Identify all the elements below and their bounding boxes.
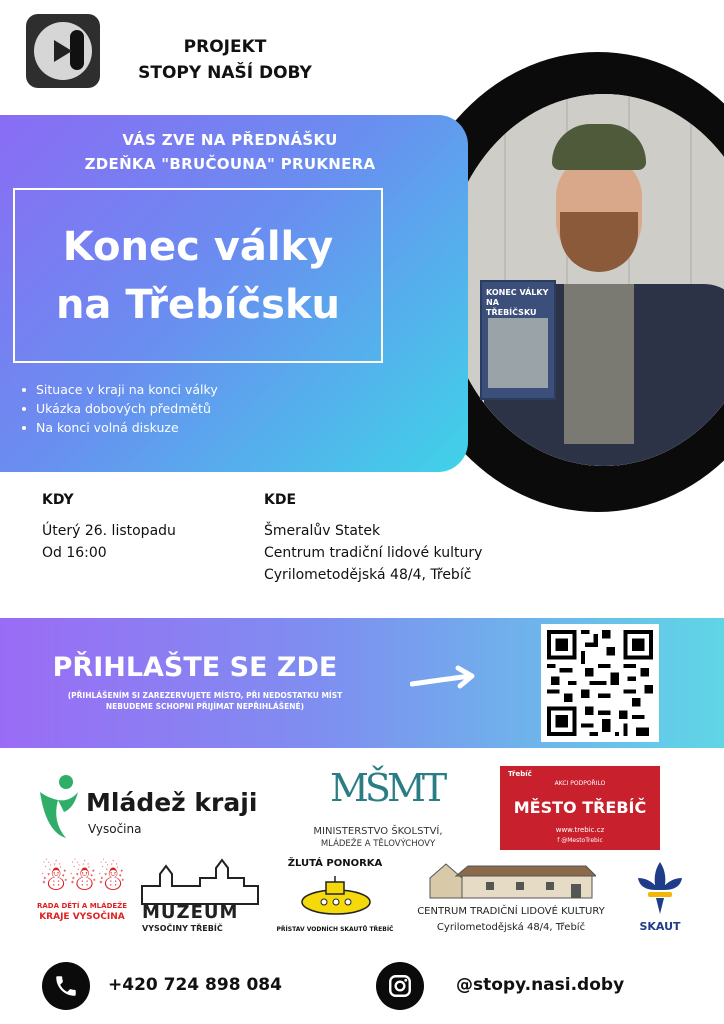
msmt-line1: MINISTERSTVO ŠKOLSTVÍ, — [313, 826, 443, 837]
arrow-right-icon — [410, 664, 480, 694]
footprint-play-icon — [34, 22, 92, 80]
project-title-line1: PROJEKT — [183, 37, 267, 57]
when-time: Od 16:00 — [42, 545, 107, 561]
centrum-address: Cyrilometodějská 48/4, Třebíč — [436, 922, 586, 933]
skaut-label: SKAUT — [639, 920, 681, 933]
book-cover — [480, 280, 556, 400]
trebic-web: www.trebic.cz — [555, 826, 605, 834]
trebic-social: f @MestoTrebic — [557, 837, 603, 844]
list-item: Ukázka dobových předmětů — [22, 399, 218, 418]
sponsor-centrum — [406, 856, 616, 942]
invite-line1: VÁS ZVE NA PŘEDNÁŠKU — [122, 131, 338, 149]
book-title-line2: NA TŘEBÍČSKU — [486, 298, 537, 317]
lecture-title-line2: na Třebíčsku — [55, 281, 341, 328]
project-title-line2: STOPY NAŠÍ DOBY — [138, 63, 312, 83]
project-title — [110, 34, 340, 86]
sponsor-mesto-trebic — [500, 766, 660, 850]
where-label: KDE — [264, 492, 297, 508]
book-title-line1: KONEC VÁLKY — [486, 288, 549, 297]
farmhouse-icon — [426, 858, 596, 900]
where-address: Cyrilometodějská 48/4, Třebíč — [264, 567, 472, 583]
msmt-line2: MLÁDEŽE A TĚLOVÝCHOVY — [320, 839, 436, 849]
instagram-handle[interactable]: @stopy.nasi.doby — [456, 975, 625, 995]
when-date: Úterý 26. listopadu — [42, 523, 176, 539]
qr-code-icon[interactable] — [541, 624, 659, 742]
trebic-tag: Třebíč — [508, 770, 532, 778]
msmt-mark: MŠMT — [330, 766, 444, 810]
register-note-line1: (PŘIHLÁŠENÍM SI ZAREZERVUJETE MÍSTO, PŘI NEDOSTATKU MÍST — [67, 691, 343, 700]
when-details — [42, 520, 176, 564]
lecture-title-box — [13, 188, 383, 363]
project-logo — [26, 14, 100, 88]
muzeum-place: VYSOČINY TŘEBÍČ — [142, 924, 223, 933]
sponsor-msmt — [290, 766, 466, 852]
when-label: KDY — [42, 492, 74, 508]
sponsor-muzeum — [136, 856, 264, 942]
sponsor-rada-deti — [32, 856, 132, 942]
program-list — [22, 380, 218, 437]
register-note — [50, 690, 360, 712]
trebic-name: MĚSTO TŘEBÍČ — [513, 798, 647, 817]
list-item: Na konci volná diskuze — [22, 418, 218, 437]
ponorka-name: ŽLUTÁ PONORKA — [287, 858, 383, 869]
muzeum-name: MUZEUM — [142, 902, 239, 923]
instagram-icon[interactable] — [376, 962, 424, 1010]
lecture-title-line1: Konec války — [62, 223, 334, 270]
centrum-name: CENTRUM TRADIČNÍ LIDOVÉ KULTURY — [417, 906, 605, 917]
where-centre: Centrum tradiční lidové kultury — [264, 545, 483, 561]
rada-line1: RADA DĚTÍ A MLÁDEŽE — [36, 902, 128, 910]
mladez-name: Mládež kraji — [86, 788, 258, 817]
sponsor-zluta-ponorka — [276, 856, 394, 942]
invite-line2: ZDEŇKA "BRUČOUNA" PRUKNERA — [84, 155, 376, 173]
sponsor-mladez-kraji — [30, 768, 270, 848]
sponsor-skaut — [626, 860, 694, 940]
where-details — [264, 520, 482, 586]
fleur-de-lis-icon — [634, 860, 686, 916]
rada-line2: KRAJE VYSOČINA — [39, 912, 125, 922]
where-venue: Šmeralův Statek — [264, 523, 381, 539]
register-title: PŘIHLAŠTE SE ZDE — [52, 652, 338, 683]
phone-icon[interactable] — [42, 962, 90, 1010]
trebic-supported: AKCI PODPOŘILO — [554, 780, 606, 787]
mladez-region: Vysočina — [88, 822, 142, 836]
rada-figures-icon: ☃☃☃ — [39, 859, 125, 899]
list-item: Situace v kraji na konci války — [22, 380, 218, 399]
phone-number[interactable]: +420 724 898 084 — [108, 975, 282, 995]
submarine-icon — [296, 874, 374, 918]
castle-icon — [140, 858, 260, 906]
ponorka-sub: PŘÍSTAV VODNÍCH SKAUTŮ TŘEBÍČ — [276, 926, 394, 933]
invite-text — [20, 128, 440, 176]
mladez-figure-icon — [36, 772, 80, 842]
register-note-line2: NEBUDEME SCHOPNI PŘIJÍMAT NEPŘIHLÁŠENÉ) — [105, 702, 305, 711]
